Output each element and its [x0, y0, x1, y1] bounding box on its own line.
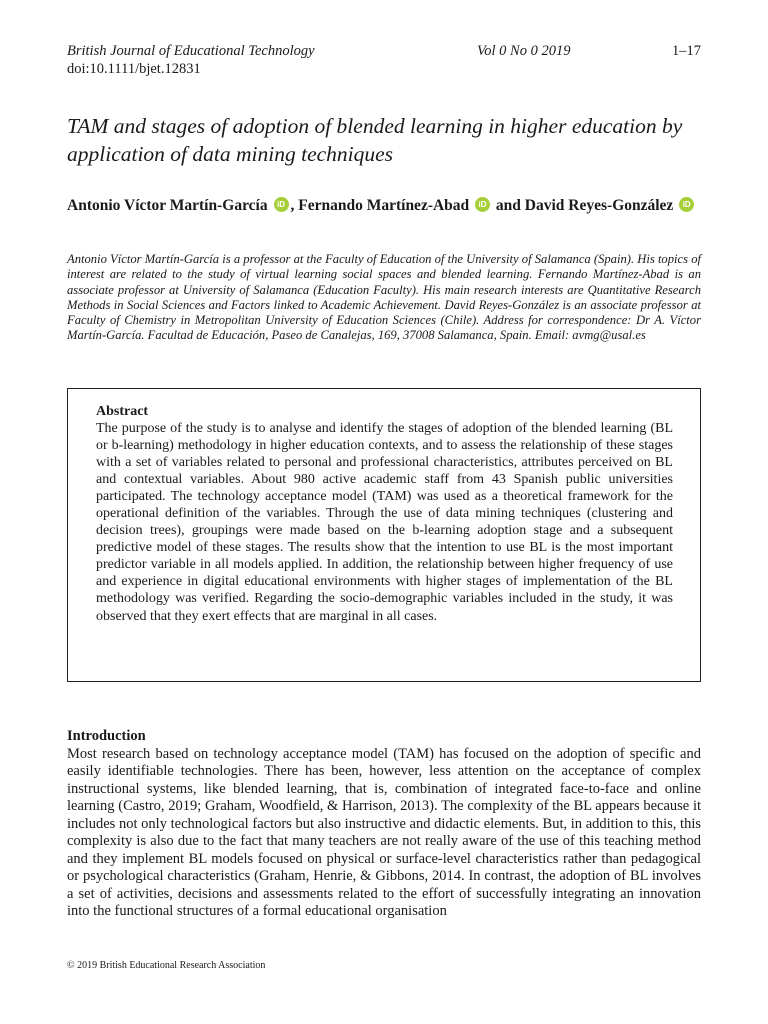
page-range: 1–17 — [672, 43, 701, 59]
orcid-icon[interactable]: iD — [274, 197, 289, 212]
introduction-text: Most research based on technology acceptance model (TAM) has focused on the adoption of specific and easily identifiable technologies. There has been, however, less attention on the acceptance of complex instructional systems, like blended learning, that is, combination of integrated face-to-face and online learning (Castro, 2019; Graham, Woodfield, & Harrison, 2013). The complexity of the BL appears because it includes not only technological factors but also instructive and didactic elements. But, in addition to this, this complexity is also due to the fact that many teachers are not really aware of the use of this teaching method and they implement BL models focused on physical or surface-level characteristics rather than pedagogical or psychological characteristics (Graham, Henrie, & Gibbons, 2014. In contrast, the adoption of BL involves a set of activities, decisions and assessments related to the effort of successfully integrating an innovation into the functional structures of a formal educational organisation — [67, 745, 701, 919]
author-name: Fernando Martínez-Abad — [298, 197, 470, 214]
running-header — [67, 42, 701, 60]
copyright-footer: © 2019 British Educational Research Association — [67, 960, 266, 971]
journal-name: British Journal of Educational Technology — [67, 43, 315, 59]
paper-page — [67, 0, 701, 1024]
abstract-box — [67, 388, 701, 682]
introduction-heading: Introduction — [67, 728, 146, 744]
doi[interactable]: doi:10.1111/bjet.12831 — [67, 61, 201, 77]
orcid-icon[interactable]: iD — [679, 197, 694, 212]
author-name: David Reyes-González — [524, 197, 674, 214]
author-name: Antonio Víctor Martín-García — [67, 197, 268, 214]
abstract-content — [96, 403, 673, 625]
abstract-text: The purpose of the study is to analyse and identify the stages of adoption of the blended learning (BL or b-learning) methodology in higher education contexts, and to assess the relationship of these stages with a set of variables related to personal and professional characteristics, attributes perceived on BL and contextual variables. About 980 active academic staff from 43 Spanish public universities participated. The technology acceptance model (TAM) was used as a theoretical framework for the operational definition of the variables. Through the use of data mining techniques (clustering and decision trees), groupings were made based on the b-learning adoption stage and a subsequent predictive model of these stages. The results show that the intention to use BL is the most important predictor variable in all models applied. In addition, the relationship between higher frequency of use and experience in digital educational environments with higher stages of implementation of the BL methodology was verified. Regarding the socio-demographic variables included in the study, it was observed that they exert effects that are marginal in all cases. — [96, 421, 673, 624]
abstract-heading: Abstract — [96, 404, 149, 419]
paper-title: TAM and stages of adoption of blended learning in higher education by application of data mining techniques — [67, 114, 683, 166]
author-affiliations: Antonio Víctor Martín-García is a professor at the Faculty of Education of the University of Salamanca (Spain). His topics of interest are related to the study of virtual learning social spaces and blended learning. Fernando Martínez-Abad is an associate professor at University of Salamanca (Education Faculty). His main research interests are Quantitative Research Methods in Social Sciences and Factors linked to Academic Achievement. David Reyes-González is an associate professor at Faculty of Chemistry in Metropolitan University of Education Sciences (Chile). Address for correspondence: Dr A. Víctor Martín-García. Facultad de Educación, Paseo de Canalejas, 169, 37008 Salamanca, Spain. Email: avmg@usal.es — [67, 252, 701, 343]
volume-info: Vol 0 No 0 2019 — [477, 43, 571, 59]
author-list — [67, 196, 701, 217]
orcid-icon[interactable]: iD — [475, 197, 490, 212]
introduction-section — [67, 728, 701, 921]
author-separator: and — [492, 197, 525, 214]
author-separator: , — [290, 197, 299, 214]
